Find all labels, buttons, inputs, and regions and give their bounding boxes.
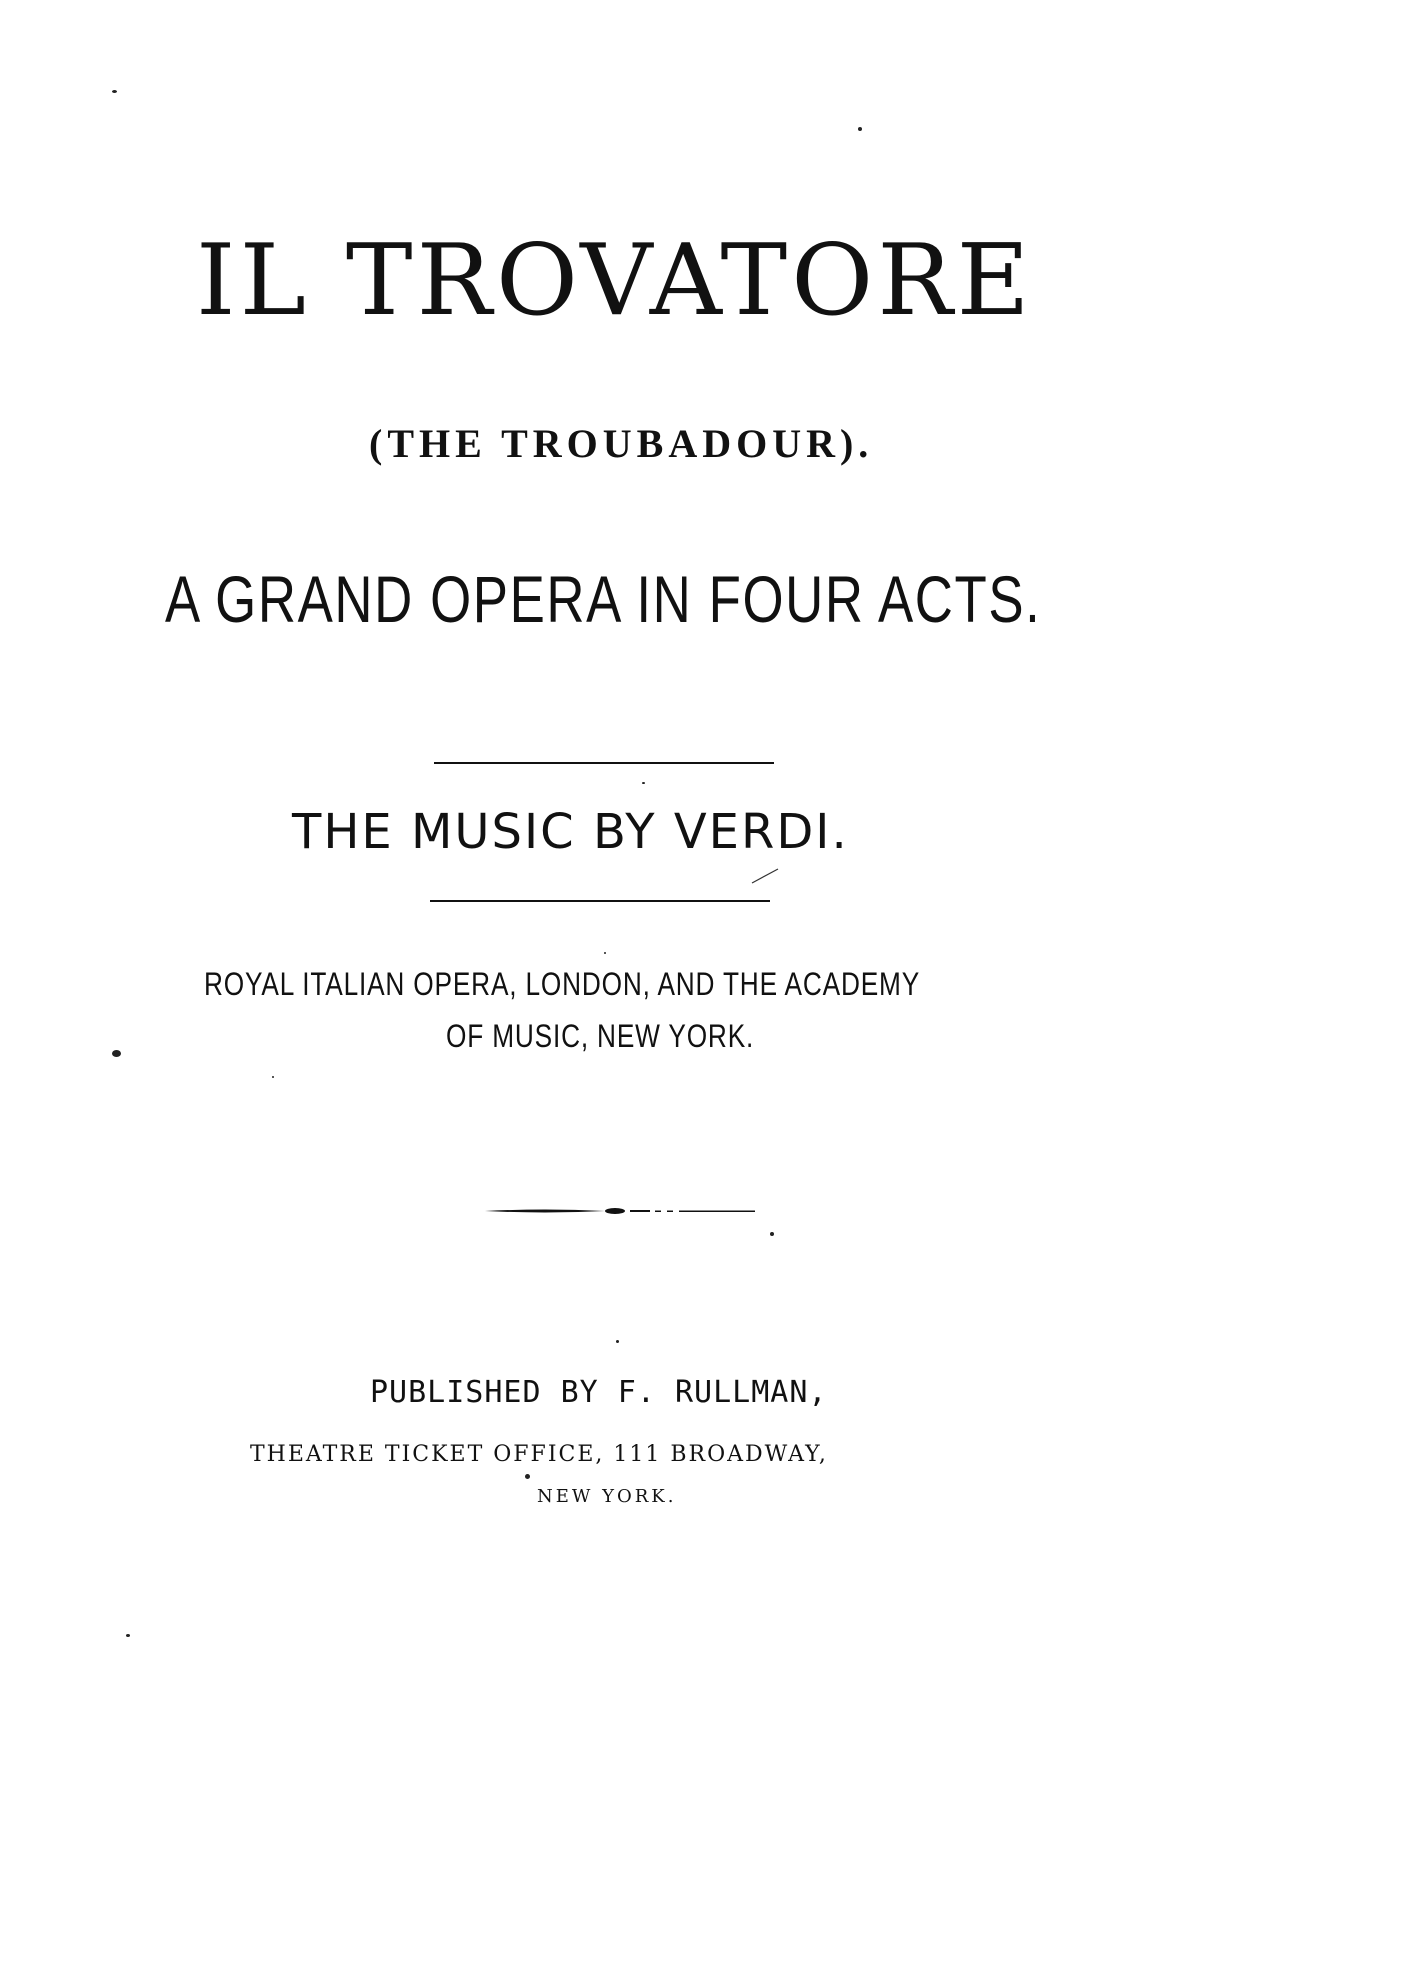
venue-line-1: ROYAL ITALIAN OPERA, LONDON, AND THE ACADEMY [204,966,921,1002]
scan-speck [126,1634,130,1637]
scan-speck [112,1050,121,1057]
scan-speck [770,1232,774,1236]
opera-subtitle: (THE TROUBADOUR). [369,421,874,466]
scan-speck [642,782,645,784]
publisher-city: NEW YORK. [537,1486,677,1507]
divider-rule-top [434,762,774,764]
pen-stroke [750,866,780,886]
scan-speck [616,1340,619,1343]
ornamental-divider [485,1206,755,1216]
scan-speck [272,1076,274,1078]
scan-speck [525,1474,530,1479]
publisher-line: PUBLISHED BY F. RULLMAN, [370,1375,828,1410]
venue-line-2: OF MUSIC, NEW YORK. [446,1018,755,1054]
opera-title: IL TROVATORE [196,224,1034,338]
divider-rule-bottom [430,900,770,902]
composer-line: THE MUSIC BY VERDI. [292,804,849,860]
opera-description: A GRAND OPERA IN FOUR ACTS. [165,562,1042,636]
publisher-address: THEATRE TICKET OFFICE, 111 BROADWAY, [250,1442,828,1467]
scan-speck [112,90,117,93]
scan-speck [604,952,606,954]
scan-speck [858,127,862,131]
